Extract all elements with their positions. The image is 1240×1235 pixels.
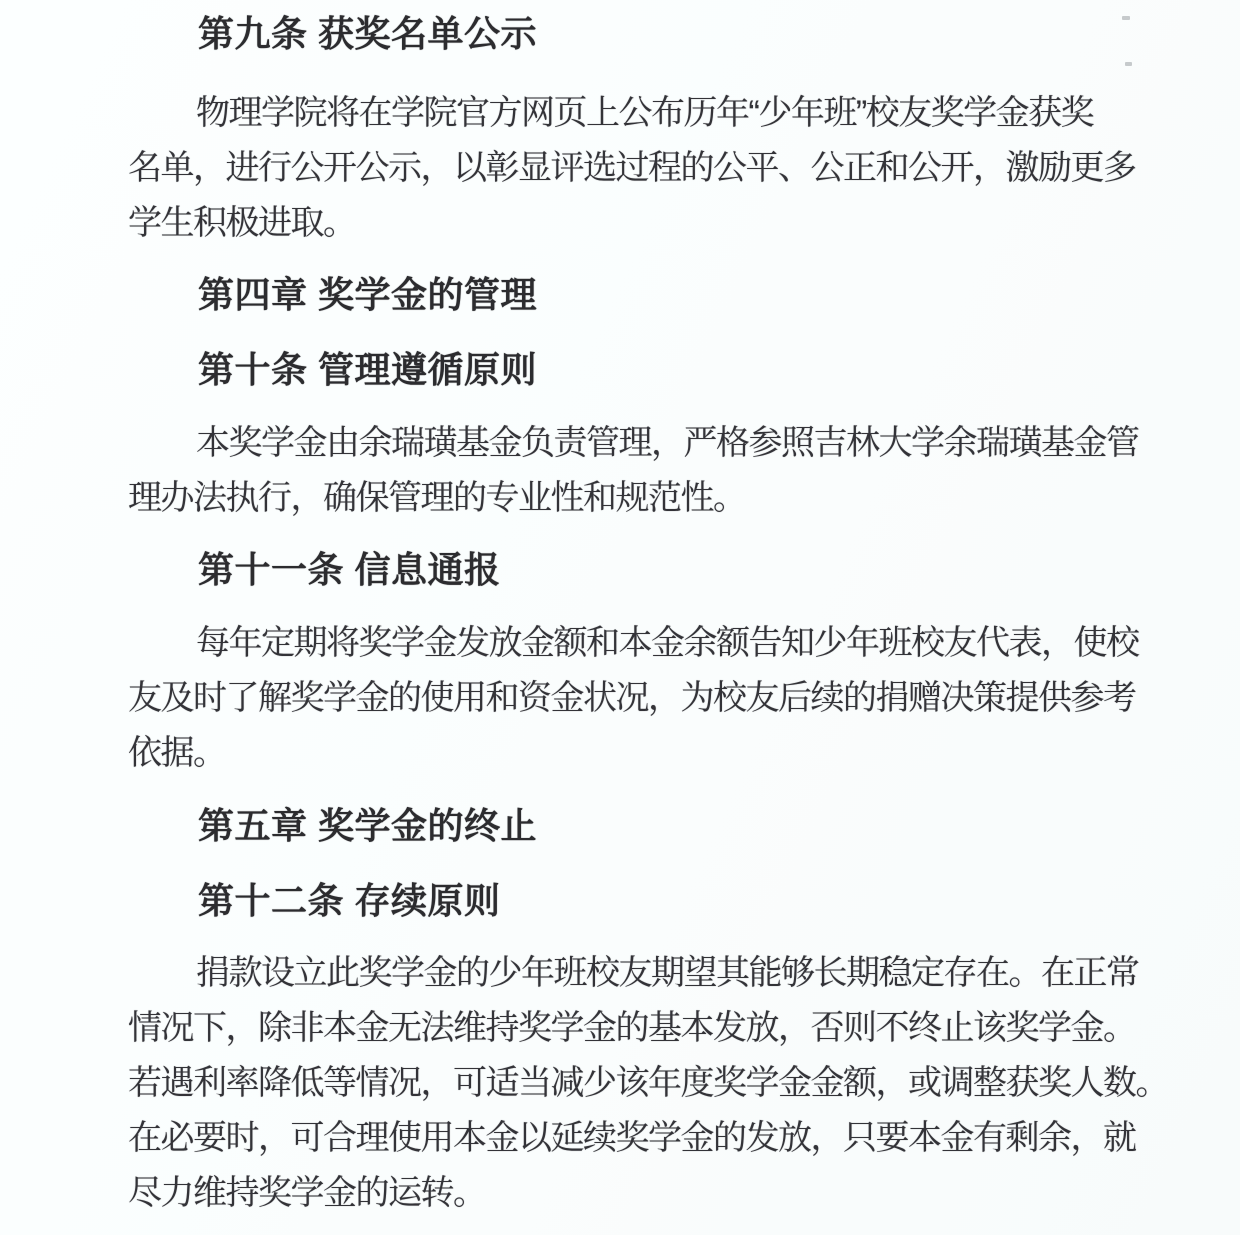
heading-chapter-4: 第四章 奖学金的管理 (198, 274, 538, 315)
paragraph-article-9 (128, 86, 1136, 251)
text-line: 每年定期将奖学金发放金额和本金余额告知少年班校友代表，使校 (196, 624, 1139, 662)
text-line: 理办法执行，确保管理的专业性和规范性。 (128, 479, 746, 517)
heading-article-11: 第十一条 信息通报 (198, 549, 501, 590)
heading-article-12: 第十二条 存续原则 (198, 880, 501, 921)
heading-article-9: 第九条 获奖名单公示 (198, 13, 538, 54)
text-line: 学生积极进取。 (128, 204, 356, 242)
text-line: 情况下，除非本金无法维持奖学金的基本发放，否则不终止该奖学金。 (128, 1009, 1136, 1047)
text-line: 本奖学金由余瑞璜基金负责管理，严格参照吉林大学余瑞璜基金管 (196, 424, 1139, 462)
paragraph-article-12 (128, 946, 1168, 1221)
text-line: 尽力维持奖学金的运转。 (128, 1174, 486, 1212)
text-line: 依据。 (128, 734, 226, 772)
paragraph-article-10 (128, 416, 1139, 526)
text-line: 物理学院将在学院官方网页上公布历年“少年班”校友奖学金获奖 (196, 94, 1094, 132)
text-line: 捐款设立此奖学金的少年班校友期望其能够长期稳定存在。在正常 (196, 954, 1139, 992)
scan-speck (1122, 16, 1130, 20)
text-line: 友及时了解奖学金的使用和资金状况，为校友后续的捐赠决策提供参考 (128, 679, 1136, 717)
scan-speck (1125, 62, 1132, 66)
text-line: 在必要时，可合理使用本金以延续奖学金的发放，只要本金有剩余，就 (128, 1119, 1136, 1157)
text-line: 名单，进行公开公示，以彰显评选过程的公平、公正和公开，激励更多 (128, 149, 1136, 187)
heading-article-10: 第十条 管理遵循原则 (198, 349, 538, 390)
text-line: 若遇利率降低等情况，可适当减少该年度奖学金金额，或调整获奖人数。 (128, 1064, 1168, 1102)
paragraph-article-11 (128, 616, 1139, 781)
heading-chapter-5: 第五章 奖学金的终止 (198, 805, 538, 846)
